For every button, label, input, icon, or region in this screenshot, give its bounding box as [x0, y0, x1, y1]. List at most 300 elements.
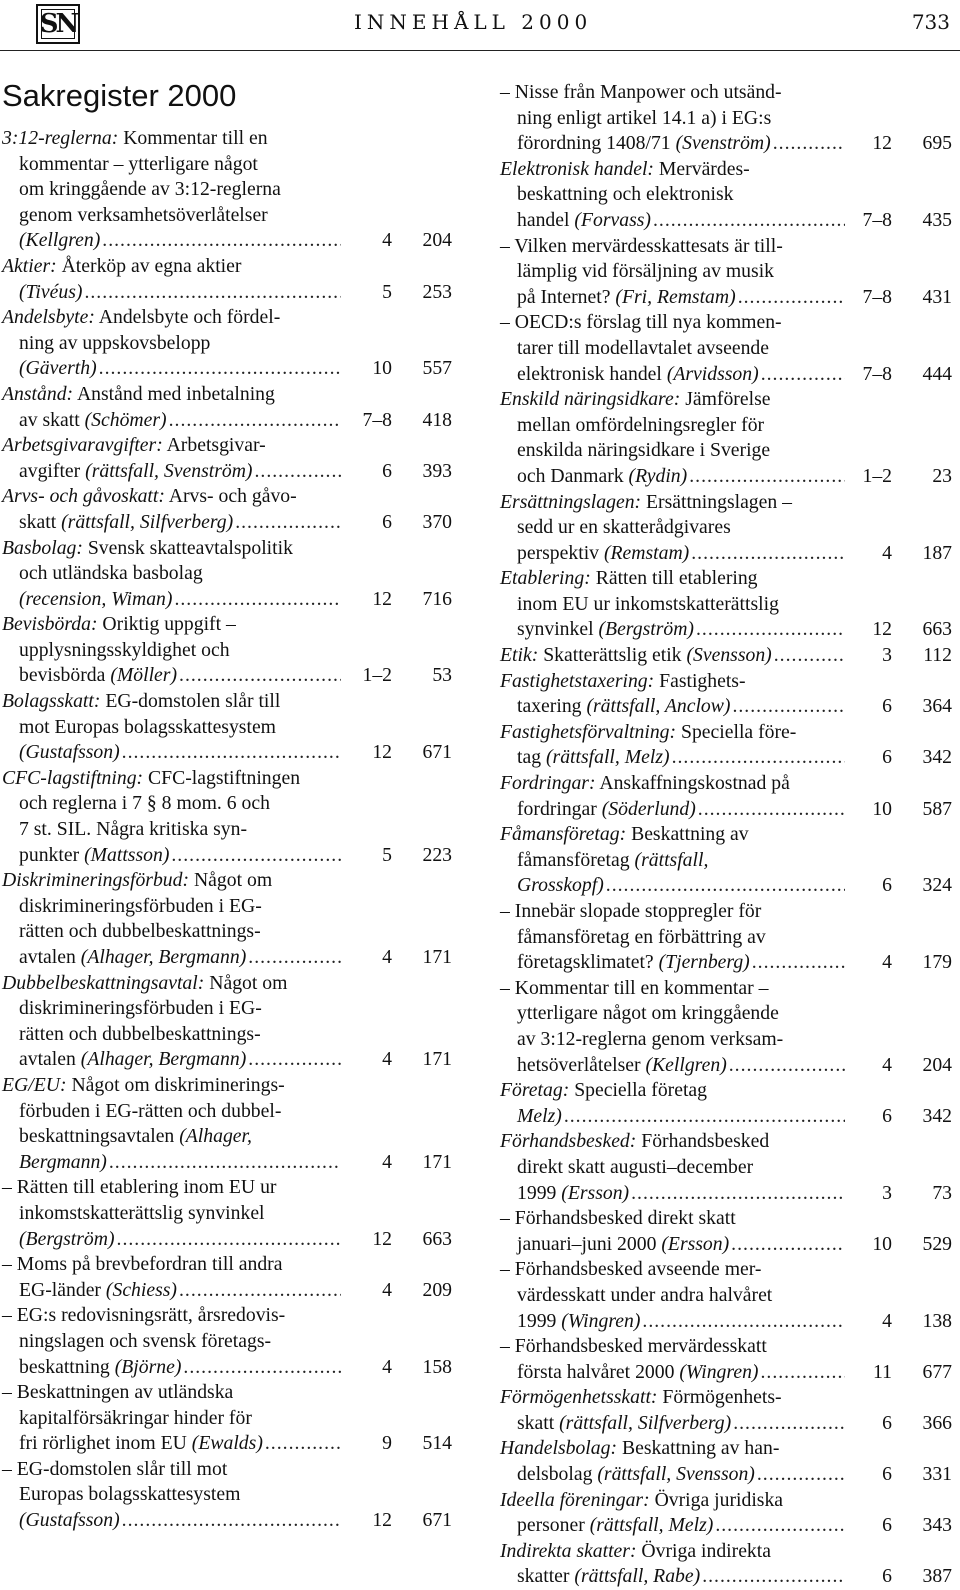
entry-text-line: [2, 1380, 452, 1406]
entry-text: – Förhandsbesked direkt skatt: [500, 1207, 736, 1230]
entry-text-line: [2, 484, 452, 510]
entry-keyword: Bolagsskatt:: [2, 690, 101, 713]
page-ref: 663: [922, 618, 952, 641]
issue-number: 12: [372, 741, 392, 764]
issue-number: 1–2: [362, 664, 392, 687]
entry-text: – Förhandsbesked mervärdesskatt: [500, 1335, 767, 1358]
entry-text-line: [500, 259, 952, 285]
entry-text-line: [500, 1206, 952, 1232]
index-entry: [500, 643, 952, 669]
page-ref: 112: [923, 644, 952, 667]
issue-number: 4: [882, 1053, 892, 1076]
entry-text-line: [500, 413, 952, 439]
entry-reference-line: [2, 1278, 452, 1304]
entry-text: elektronisk handel: [517, 362, 667, 385]
entry-text-line: [2, 1406, 452, 1432]
page-ref: 663: [422, 1227, 452, 1250]
issue-number: 7–8: [862, 208, 892, 231]
page-header: [0, 0, 960, 51]
entry-author: (Schömer): [84, 408, 167, 431]
entry-author: (Wingren): [679, 1360, 759, 1383]
entry-author: (rättsfall, Melz): [545, 746, 670, 769]
entry-text-line: [500, 566, 952, 592]
entry-text: Andelsbyte och fördel-: [98, 306, 281, 329]
entry-author: (Remstam): [603, 541, 690, 564]
page-ref: 514: [422, 1432, 452, 1455]
leader-dots: [760, 1360, 845, 1386]
entry-text-line: [2, 1457, 452, 1483]
leader-dots: [122, 1508, 341, 1534]
entry-text: hetsöverlåtelser: [517, 1053, 646, 1076]
entry-text-line: [500, 336, 952, 362]
entry-text: sedd ur en skatterådgivares: [517, 516, 731, 539]
entry-text: på Internet?: [517, 285, 616, 308]
leader-dots: [248, 1047, 341, 1073]
entry-author: (Svenström): [675, 132, 771, 155]
entry-text: inom EU ur inkomstskatterättslig: [517, 592, 779, 615]
entry-text: – OECD:s förslag till nya kommen-: [500, 311, 782, 334]
leader-dots: [174, 587, 341, 613]
issue-number: 6: [882, 1463, 892, 1486]
page-ref: 393: [422, 459, 452, 482]
leader-dots: [774, 643, 845, 669]
entry-text-line: [2, 305, 452, 331]
index-entry: [2, 1303, 452, 1380]
entry-text: fordringar: [517, 797, 602, 820]
entry-text-line: [500, 720, 952, 746]
index-entry: [500, 1385, 952, 1436]
index-entry: [2, 689, 452, 766]
page-number: 733: [911, 10, 950, 34]
page-ref: 187: [922, 541, 952, 564]
entry-reference-line: [2, 740, 452, 766]
entry-text: – Rätten till etablering inom EU ur: [2, 1176, 277, 1199]
leader-dots: [265, 1431, 341, 1457]
entry-reference-line: [500, 694, 952, 720]
entry-text-line: [2, 996, 452, 1022]
leader-dots: [752, 950, 845, 976]
entry-text: rätten och dubbelbeskattnings-: [19, 920, 261, 943]
entry-text: inkomstskatterättslig synvinkel: [19, 1201, 265, 1224]
issue-number: 7–8: [362, 408, 392, 431]
index-entry: [500, 899, 952, 976]
entry-text: – Förhandsbesked avseende mer-: [500, 1258, 762, 1281]
entry-author: (rättsfall, Svensson): [597, 1463, 755, 1486]
entry-author: (Bergström): [598, 618, 694, 641]
entry-text-line: [2, 433, 452, 459]
entry-text-line: [2, 868, 452, 894]
entry-text: fri rörlighet inom EU: [19, 1432, 192, 1455]
entry-text: – Beskattningen av utländska: [2, 1381, 234, 1404]
entry-keyword: Ideella föreningar:: [500, 1488, 650, 1511]
page-ref: 671: [422, 741, 452, 764]
entry-text-line: [2, 766, 452, 792]
entry-reference-line: [500, 1053, 952, 1079]
entry-keyword: Indirekta skatter:: [500, 1539, 637, 1562]
page-ref: 342: [922, 746, 952, 769]
entry-text: Fastighets-: [659, 669, 746, 692]
entry-text: avgifter: [19, 459, 86, 482]
entry-reference-line: [2, 408, 452, 434]
entry-author: (Fri, Remstam): [615, 285, 736, 308]
index-entry: [500, 669, 952, 720]
index-entry: [500, 822, 952, 899]
issue-number: 10: [372, 357, 392, 380]
index-entry: [2, 536, 452, 613]
index-entry: [2, 433, 452, 484]
entry-text-line: [500, 976, 952, 1002]
page-ref: 73: [932, 1181, 952, 1204]
entry-text: taxering: [517, 695, 587, 718]
issue-number: 4: [382, 1048, 392, 1071]
index-entry: [500, 1436, 952, 1487]
page-ref: 342: [922, 1104, 952, 1127]
leader-dots: [761, 362, 845, 388]
entry-text: av skatt: [19, 408, 85, 431]
entry-text-line: [2, 126, 452, 152]
entry-text: Rätten till etablering: [595, 567, 758, 590]
leader-dots: [179, 1278, 341, 1304]
index-entry: [2, 254, 452, 305]
leader-dots: [84, 280, 341, 306]
entry-keyword: Etablering:: [500, 567, 591, 590]
entry-text: tarer till modellavtalet avseende: [517, 336, 769, 359]
entry-text-line: [500, 848, 952, 874]
entry-text-line: [500, 310, 952, 336]
index-entry: [500, 720, 952, 771]
entry-reference-line: [500, 797, 952, 823]
entry-text: tag: [517, 746, 546, 769]
entry-text-line: [2, 382, 452, 408]
entry-author: (Tjernberg): [658, 951, 750, 974]
entry-keyword: Fordringar:: [500, 772, 596, 795]
page-ref: 418: [422, 408, 452, 431]
running-title: INNEHÅLL 2000: [354, 10, 593, 34]
issue-number: 12: [872, 132, 892, 155]
index-entry: [500, 80, 952, 157]
entry-author: (rättsfall, Anclow): [586, 695, 731, 718]
entry-author: (Svensson): [686, 644, 772, 667]
entry-text: – Nisse från Manpower och utsänd-: [500, 81, 782, 103]
entry-text: Ersättningslagen –: [646, 490, 792, 513]
entry-text: handel: [517, 208, 575, 231]
entry-keyword: Dubbelbeskattningsavtal:: [2, 971, 205, 994]
issue-number: 10: [872, 1232, 892, 1255]
entry-reference-line: [2, 1227, 452, 1253]
entry-author: (Mattsson): [84, 843, 170, 866]
leader-dots: [691, 541, 845, 567]
index-entry: [2, 126, 452, 254]
index-column-left: [2, 126, 452, 1534]
leader-dots: [732, 694, 845, 720]
entry-text-line: [2, 1175, 452, 1201]
leader-dots: [564, 1104, 845, 1130]
entry-text-line: [2, 689, 452, 715]
page-ref: 158: [422, 1355, 452, 1378]
entry-text: direkt skatt augusti–december: [517, 1155, 754, 1178]
entry-text-line: [2, 1022, 452, 1048]
issue-number: 4: [382, 1355, 392, 1378]
issue-number: 4: [882, 541, 892, 564]
page-ref: 209: [422, 1278, 452, 1301]
entry-keyword: Fastighetstaxering:: [500, 669, 655, 692]
page-ref: 671: [422, 1509, 452, 1532]
entry-reference-line: [500, 362, 952, 388]
issue-number: 12: [372, 1227, 392, 1250]
entry-text-line: [500, 1488, 952, 1514]
entry-author: (Ersson): [561, 1181, 630, 1204]
entry-text-line: [2, 1329, 452, 1355]
entry-text: av 3:12-reglerna genom verksam-: [517, 1027, 784, 1050]
entry-text-line: [2, 919, 452, 945]
entry-text-line: [2, 894, 452, 920]
leader-dots: [117, 1227, 341, 1253]
page-ref: 331: [922, 1463, 952, 1486]
issue-number: 6: [882, 746, 892, 769]
page-ref: 364: [922, 695, 952, 718]
entry-text-line: [500, 1027, 952, 1053]
page-ref: 695: [922, 132, 952, 155]
entry-text: perspektiv: [517, 541, 604, 564]
entry-text-line: [500, 182, 952, 208]
page-ref: 23: [932, 464, 952, 487]
entry-author: (rättsfall,: [634, 848, 709, 871]
entry-author: Grosskopf): [517, 874, 604, 897]
leader-dots: [696, 617, 845, 643]
entry-text: bevisbörda: [19, 664, 111, 687]
entry-keyword: Andelsbyte:: [2, 306, 95, 329]
entry-reference-line: [500, 1411, 952, 1437]
index-entry: [500, 771, 952, 822]
leader-dots: [235, 510, 341, 536]
entry-text: 1999: [517, 1309, 562, 1332]
entry-text: Kommentar till en: [123, 127, 268, 149]
entry-text-line: [500, 669, 952, 695]
entry-text: Speciella före-: [681, 720, 797, 743]
leader-dots: [702, 1564, 845, 1590]
issue-number: 12: [372, 1509, 392, 1532]
entry-reference-line: [2, 945, 452, 971]
issue-number: 11: [873, 1360, 892, 1383]
entry-text: Något om: [193, 869, 273, 892]
entry-text: punkter: [19, 843, 85, 866]
entry-text: Förmögenhets-: [662, 1386, 782, 1409]
entry-author: (Alhager, Bergmann): [80, 1048, 247, 1071]
entry-author: (Ewalds): [191, 1432, 263, 1455]
entry-author: (Möller): [110, 664, 178, 687]
entry-text: – EG-domstolen slår till mot: [2, 1457, 228, 1480]
entry-reference-line: [500, 285, 952, 311]
leader-dots: [102, 228, 341, 254]
entry-reference-line: [500, 1232, 952, 1258]
entry-text: beskattningsavtalen: [19, 1125, 180, 1148]
entry-keyword: Fastighetsförvaltning:: [500, 720, 677, 743]
entry-author: (Tivéus): [19, 280, 83, 303]
index-entry: [2, 868, 452, 970]
entry-text: skatt: [517, 1411, 560, 1434]
index-entry: [2, 971, 452, 1073]
entry-text: Skatterättslig etik: [543, 644, 687, 667]
entry-text: delsbolag: [517, 1463, 598, 1486]
entry-author: (Arvidsson): [666, 362, 759, 385]
entry-reference-line: [2, 459, 452, 485]
entry-reference-line: [500, 208, 952, 234]
entry-author: (rättsfall, Silfverberg): [559, 1411, 732, 1434]
entry-keyword: Handelsbolag:: [500, 1437, 618, 1460]
entry-text: mellan omfördelningsregler för: [517, 413, 765, 436]
entry-text: förordning 1408/71: [517, 132, 676, 155]
entry-text-line: [500, 387, 952, 413]
entry-text-line: [2, 536, 452, 562]
entry-text: rätten och dubbelbeskattnings-: [19, 1022, 261, 1045]
entry-text-line: [500, 106, 952, 132]
issue-number: 5: [382, 280, 392, 303]
entry-text: värdesskatt under andra halvåret: [517, 1283, 773, 1306]
entry-keyword: Bevisbörda:: [2, 613, 98, 636]
index-entry: [2, 766, 452, 868]
issue-number: 6: [882, 1514, 892, 1537]
entry-text: första halvåret 2000: [517, 1360, 680, 1383]
index-entry: [2, 1073, 452, 1175]
leader-dots: [254, 459, 341, 485]
entry-text: 7 st. SIL. Några kritiska syn-: [19, 818, 248, 841]
entry-reference-line: [2, 1431, 452, 1457]
entry-reference-line: [500, 617, 952, 643]
entry-author: (Kellgren): [19, 229, 101, 252]
entry-text: enskilda näringsidkare i Sverige: [517, 439, 771, 462]
index-entry: [500, 1488, 952, 1539]
entry-author: (Alhager,: [179, 1125, 252, 1148]
leader-dots: [715, 1513, 845, 1539]
entry-text: EG-länder: [19, 1278, 106, 1301]
issue-number: 6: [882, 1104, 892, 1127]
entry-text: mot Europas bolagsskattesystem: [19, 715, 276, 738]
index-entry: [2, 382, 452, 433]
entry-text: – Moms på brevbefordran till andra: [2, 1253, 283, 1276]
index-entry: [500, 310, 952, 387]
leader-dots: [733, 1411, 845, 1437]
entry-author: (Gäverth): [19, 357, 97, 380]
entry-text-line: [500, 234, 952, 260]
entry-author: (rättsfall, Melz): [589, 1514, 714, 1537]
entry-author: (Gustafsson): [19, 1509, 120, 1532]
entry-text-line: [500, 490, 952, 516]
issue-number: 6: [882, 874, 892, 897]
issue-number: 12: [372, 587, 392, 610]
entry-reference-line: [500, 950, 952, 976]
entry-text: januari–juni 2000: [517, 1232, 662, 1255]
page-ref: 204: [422, 229, 452, 252]
entry-text: – Kommentar till en kommentar –: [500, 976, 769, 999]
page-ref: 253: [422, 280, 452, 303]
leader-dots: [109, 1150, 341, 1176]
leader-dots: [248, 945, 341, 971]
issue-number: 7–8: [862, 285, 892, 308]
page-ref: 204: [922, 1053, 952, 1076]
leader-dots: [171, 843, 341, 869]
entry-text-line: [500, 1078, 952, 1104]
entry-text: 1999: [517, 1181, 562, 1204]
entry-keyword: Etik:: [500, 644, 539, 667]
entry-keyword: Aktier:: [2, 254, 57, 277]
entry-text: skatter: [517, 1565, 575, 1588]
page-ref: 179: [922, 951, 952, 974]
entry-text-line: [500, 1385, 952, 1411]
entry-keyword: Basbolag:: [2, 536, 83, 559]
entry-author: (Björne): [114, 1355, 182, 1378]
page-ref: 366: [922, 1411, 952, 1434]
entry-text: Jämförelse: [685, 388, 771, 411]
entry-keyword: Fåmansföretag:: [500, 823, 627, 846]
entry-author: Bergmann): [19, 1150, 107, 1173]
entry-keyword: Elektronisk handel:: [500, 157, 654, 180]
entry-text: Förhandsbesked: [641, 1130, 770, 1153]
index-entry: [2, 484, 452, 535]
entry-text-line: [2, 177, 452, 203]
leader-dots: [183, 1355, 341, 1381]
index-entry: [2, 1175, 452, 1252]
entry-keyword: Enskild näringsidkare:: [500, 388, 681, 411]
entry-text: och reglerna i 7 § 8 mom. 6 och: [19, 792, 270, 815]
page-ref: 223: [422, 843, 452, 866]
entry-reference-line: [500, 541, 952, 567]
index-entry: [2, 1380, 452, 1457]
entry-reference-line: [2, 1124, 452, 1150]
entry-text: Arbetsgivar-: [166, 434, 266, 457]
leader-dots: [773, 131, 845, 157]
entry-text-line: [500, 771, 952, 797]
entry-text: Något om diskriminerings-: [71, 1073, 285, 1096]
entry-text: Något om: [209, 971, 288, 994]
entry-text-line: [2, 331, 452, 357]
entry-text: – Vilken mervärdesskattesats är till-: [500, 234, 783, 257]
issue-number: 5: [382, 843, 392, 866]
page-ref: 138: [922, 1309, 952, 1332]
section-title: Sakregister 2000: [2, 78, 237, 113]
entry-text-line: [2, 1303, 452, 1329]
entry-text-line: [500, 1257, 952, 1283]
entry-author: (Söderlund): [601, 797, 696, 820]
entry-text-line: [2, 561, 452, 587]
entry-text-line: [2, 715, 452, 741]
leader-dots: [179, 663, 341, 689]
entry-text: avtalen: [19, 946, 81, 968]
entry-text: Återköp av egna aktier: [61, 254, 242, 277]
leader-dots: [738, 285, 845, 311]
entry-text: fåmansföretag: [517, 848, 635, 871]
entry-keyword: CFC-lagstiftning:: [2, 766, 144, 789]
entry-author: (Forvass): [574, 208, 651, 231]
entry-author: (Alhager, Bergmann): [80, 946, 247, 968]
page-ref: 370: [422, 510, 452, 533]
entry-text-line: [2, 638, 452, 664]
entry-text-line: [500, 1283, 952, 1309]
issue-number: 6: [382, 510, 392, 533]
entry-keyword: Anstånd:: [2, 382, 74, 405]
issue-number: 6: [382, 459, 392, 482]
index-entry: [500, 1129, 952, 1206]
entry-reference-line: [2, 1047, 452, 1073]
entry-text: genom verksamhetsöverlåtelser: [19, 203, 268, 226]
entry-text: beskattning: [19, 1355, 115, 1378]
entry-text: diskrimineringsförbuden i EG-: [19, 997, 262, 1020]
issue-number: 7–8: [862, 362, 892, 385]
entry-text-line: [500, 1539, 952, 1565]
entry-reference-line: [500, 745, 952, 771]
index-entry: [500, 1257, 952, 1334]
page-ref: 324: [922, 874, 952, 897]
entry-text-line: [2, 791, 452, 817]
